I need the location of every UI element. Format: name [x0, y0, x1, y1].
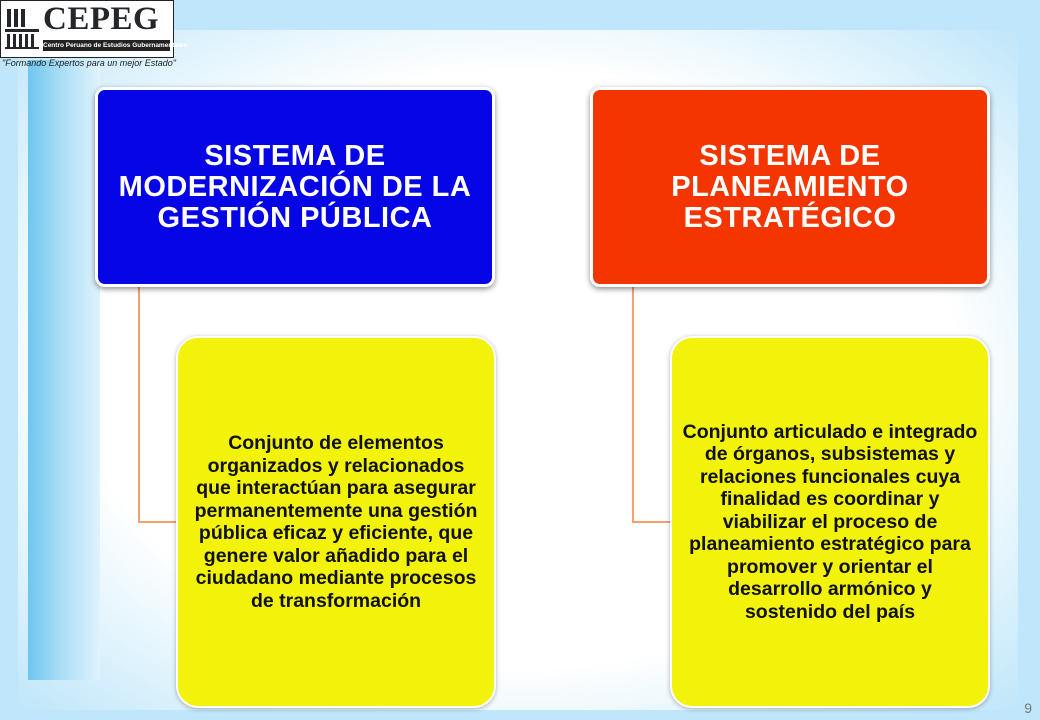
page-number: 9	[1024, 700, 1032, 716]
left-connector-line	[138, 287, 178, 523]
logo-name: CEPEG	[43, 1, 160, 37]
logo-subtitle: Centro Peruano de Estudios Gubernamentales	[43, 42, 188, 49]
strategic-planning-system-description: Conjunto articulado e integrado de órganos, subsistemas y relaciones funcionales cuya finalidad es coordinar y viabilizar el proceso de planeamiento estratégico para promover y orientar el desarrollo armónico y sostenido del país	[670, 336, 990, 708]
modernization-system-description: Conjunto de elementos organizados y relacionados que interactúan para asegurar permanentemente una gestión pública eficaz y eficiente, que genere valor añadido para el ciudadano mediante procesos de transformación	[176, 336, 496, 708]
strategic-planning-system-header: SISTEMA DE PLANEAMIENTO ESTRATÉGICO	[590, 87, 990, 287]
modernization-system-header: SISTEMA DE MODERNIZACIÓN DE LA GESTIÓN PÚBLICA	[95, 87, 495, 287]
cepeg-logo	[0, 0, 188, 58]
left-decorative-bar	[28, 60, 100, 680]
building-columns-icon	[5, 5, 39, 49]
right-connector-line	[632, 287, 672, 523]
logo-slogan: "Formando Expertos para un mejor Estado"	[2, 58, 176, 68]
